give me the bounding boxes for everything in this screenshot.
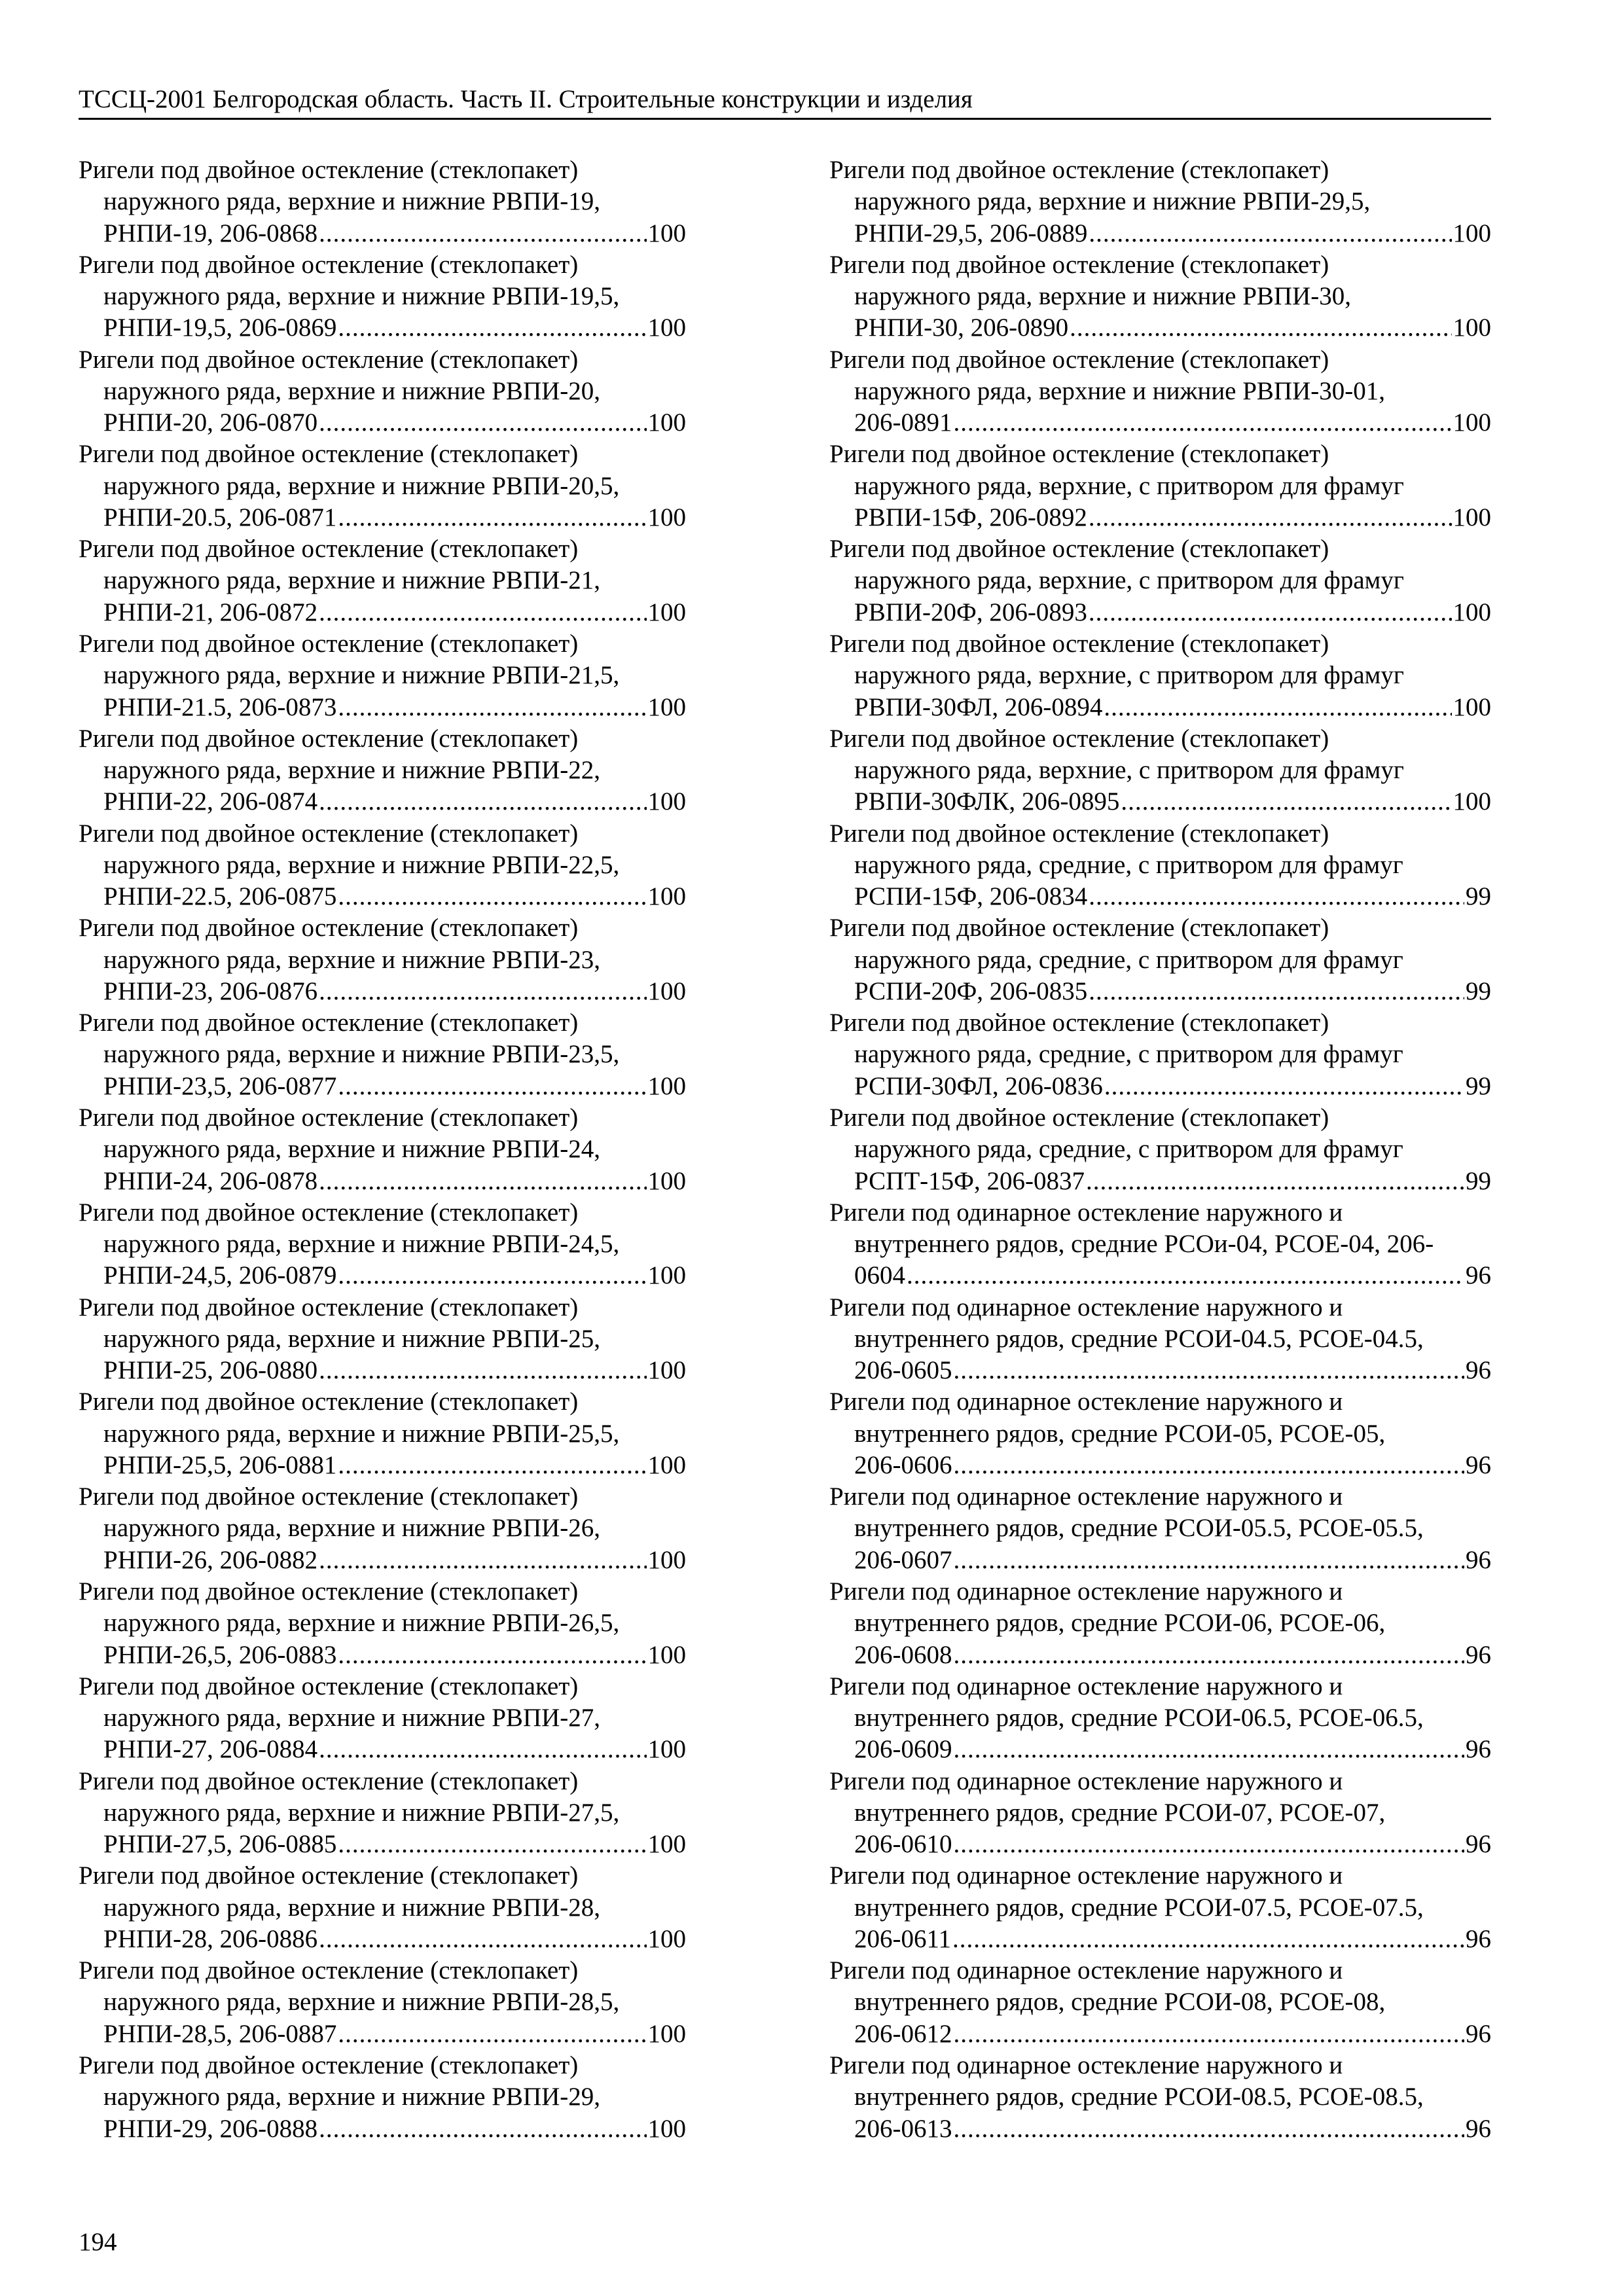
- entry-code-line: [829, 502, 1491, 533]
- entry-code-line: [829, 1924, 1491, 1955]
- entry-code: РНПИ-25,5, 206-0881: [103, 1450, 337, 1479]
- entry-description-line: наружного ряда, верхние и нижние РВПИ-24,: [103, 1135, 601, 1164]
- index-entry: [829, 2050, 1491, 2145]
- entry-page-number: 96: [1466, 1450, 1491, 1479]
- entry-page-number: 100: [647, 408, 686, 437]
- dot-leader: [1089, 976, 1464, 1007]
- entry-code: 206-0607: [854, 1545, 952, 1574]
- index-entry: [79, 2050, 686, 2145]
- entry-code-line: [79, 1545, 686, 1576]
- index-entry: [79, 1386, 686, 1481]
- index-entry: [79, 1197, 686, 1292]
- entry-code: РНПИ-20.5, 206-0871: [103, 503, 337, 531]
- entry-page-number: 99: [1466, 882, 1491, 911]
- index-entry: [79, 439, 686, 533]
- entry-code: РНПИ-28, 206-0886: [103, 1924, 318, 1953]
- index-entry: [829, 1292, 1491, 1387]
- entry-description-line: внутреннего рядов, средние РСОи-04, РСОЕ-04, 206-: [854, 1230, 1434, 1259]
- entry-code-line: [829, 312, 1491, 344]
- dot-leader: [319, 218, 646, 249]
- entry-title-line: Ригели под двойное остекление (стеклопакет): [829, 629, 1329, 658]
- dot-leader: [319, 786, 646, 817]
- entry-page-number: 96: [1466, 1640, 1491, 1669]
- entry-title-line: Ригели под двойное остекление (стеклопакет): [829, 535, 1329, 564]
- entry-title-line: Ригели под двойное остекление (стеклопакет): [79, 1861, 579, 1890]
- entry-description-line: наружного ряда, верхние, с притвором для фрамуг: [854, 471, 1404, 500]
- entry-code: РВПИ-30ФЛ, 206-0894: [854, 692, 1103, 721]
- entry-code: 0604: [854, 1261, 905, 1290]
- entry-code-line: [79, 1071, 686, 1102]
- entry-code: РНПИ-22.5, 206-0875: [103, 882, 337, 911]
- entry-code-line: [829, 1640, 1491, 1671]
- entry-title-line: Ригели под двойное остекление (стеклопакет): [79, 819, 579, 848]
- dot-leader: [319, 976, 646, 1007]
- index-entry: [79, 818, 686, 913]
- entry-description-line: внутреннего рядов, средние РСОИ-08, РСОЕ-08,: [854, 1988, 1386, 2017]
- entry-code-line: [829, 881, 1491, 912]
- index-entry: [79, 1955, 686, 2050]
- entry-code: 206-0609: [854, 1735, 952, 1764]
- index-entry: [79, 628, 686, 723]
- index-entry: [829, 628, 1491, 723]
- index-entry: [79, 533, 686, 628]
- entry-code-line: [829, 976, 1491, 1007]
- entry-title-line: Ригели под двойное остекление (стеклопакет): [79, 1103, 579, 1132]
- entry-title-line: Ригели под одинарное остекление наружного и: [829, 1198, 1343, 1227]
- entry-page-number: 96: [1466, 1830, 1491, 1859]
- entry-description-line: наружного ряда, верхние и нижние РВПИ-23,: [103, 945, 601, 974]
- index-entry: [79, 1860, 686, 1955]
- entry-description-line: наружного ряда, верхние и нижние РВПИ-22,: [103, 756, 601, 785]
- entry-code: РВПИ-20Ф, 206-0893: [854, 598, 1087, 626]
- entry-code: РНПИ-30, 206-0890: [854, 314, 1069, 342]
- entry-code: РНПИ-19, 206-0868: [103, 219, 318, 247]
- dot-leader: [954, 1734, 1465, 1765]
- entry-page-number: 100: [647, 1545, 686, 1574]
- entry-title-line: Ригели под одинарное остекление наружного и: [829, 1767, 1343, 1795]
- entry-code: 206-0612: [854, 2019, 952, 2048]
- dot-leader: [1104, 1071, 1464, 1102]
- entry-code: РНПИ-29,5, 206-0889: [854, 219, 1088, 247]
- entry-page-number: 100: [1453, 408, 1491, 437]
- entry-code-line: [79, 2018, 686, 2050]
- entry-code-line: [829, 218, 1491, 249]
- entry-code: РНПИ-27,5, 206-0885: [103, 1830, 337, 1859]
- entry-page-number: 100: [1453, 787, 1491, 816]
- index-entry: [79, 1766, 686, 1861]
- entry-description-line: наружного ряда, верхние, с притвором для фрамуг: [854, 661, 1404, 690]
- index-entry: [829, 1102, 1491, 1197]
- entry-code-line: [79, 1734, 686, 1765]
- entry-title-line: Ригели под двойное остекление (стеклопакет): [79, 1009, 579, 1037]
- entry-page-number: 96: [1466, 1356, 1491, 1385]
- entry-description-line: наружного ряда, верхние и нижние РВПИ-20,: [103, 376, 601, 405]
- entry-code-line: [829, 1260, 1491, 1291]
- entry-title-line: Ригели под двойное остекление (стеклопакет): [79, 629, 579, 658]
- entry-title-line: Ригели под одинарное остекление наружного и: [829, 1482, 1343, 1511]
- index-entry: [79, 1481, 686, 1576]
- entry-code: 206-0606: [854, 1450, 952, 1479]
- index-entry: [79, 912, 686, 1007]
- entry-code-line: [829, 2018, 1491, 2050]
- entry-title-line: Ригели под двойное остекление (стеклопакет): [829, 345, 1329, 374]
- index-entry: [829, 1576, 1491, 1671]
- entry-title-line: Ригели под двойное остекление (стеклопакет): [79, 1293, 579, 1321]
- entry-title-line: Ригели под одинарное остекление наружного и: [829, 1956, 1343, 1985]
- entry-code-line: [79, 502, 686, 533]
- index-entry: [829, 1481, 1491, 1576]
- entry-description-line: наружного ряда, верхние и нижние РВПИ-30-01,: [854, 376, 1386, 405]
- entry-title-line: Ригели под одинарное остекление наружного и: [829, 1577, 1343, 1605]
- entry-title-line: Ригели под двойное остекление (стеклопакет): [79, 724, 579, 753]
- entry-page-number: 100: [647, 2019, 686, 2048]
- entry-description-line: наружного ряда, верхние и нижние РВПИ-26,5,: [103, 1609, 620, 1638]
- entry-code: 206-0611: [854, 1924, 952, 1953]
- entry-description-line: наружного ряда, верхние и нижние РВПИ-27,: [103, 1704, 601, 1732]
- entry-code: РВПИ-30ФЛК, 206-0895: [854, 787, 1120, 816]
- dot-leader: [954, 2018, 1465, 2050]
- entry-description-line: внутреннего рядов, средние РСОИ-05.5, РСОЕ-05.5,: [854, 1514, 1424, 1543]
- entry-page-number: 100: [647, 1735, 686, 1764]
- entry-code-line: [79, 786, 686, 817]
- entry-page-number: 96: [1466, 1924, 1491, 1953]
- entry-description-line: внутреннего рядов, средние РСОИ-06, РСОЕ-06,: [854, 1609, 1386, 1638]
- entry-code-line: [79, 692, 686, 723]
- dot-leader: [1070, 312, 1451, 344]
- entry-code-line: [79, 976, 686, 1007]
- index-entry: [829, 912, 1491, 1007]
- entry-description-line: наружного ряда, средние, с притвором для фрамуг: [854, 850, 1403, 879]
- entry-page-number: 99: [1466, 1071, 1491, 1100]
- dot-leader: [954, 1829, 1465, 1860]
- dot-leader: [1121, 786, 1451, 817]
- dot-leader: [954, 407, 1452, 439]
- index-entry: [79, 1671, 686, 1766]
- entry-page-number: 100: [647, 1450, 686, 1479]
- entry-code: 206-0608: [854, 1640, 952, 1669]
- dot-leader: [338, 1260, 646, 1291]
- entry-title-line: Ригели под одинарное остекление наружного и: [829, 2051, 1343, 2079]
- entry-page-number: 100: [1453, 598, 1491, 626]
- entry-title-line: Ригели под двойное остекление (стеклопакет): [829, 819, 1329, 848]
- entry-page-number: 100: [647, 787, 686, 816]
- entry-code-line: [829, 1734, 1491, 1765]
- entry-code: РВПИ-15Ф, 206-0892: [854, 503, 1087, 531]
- entry-title-line: Ригели под двойное остекление (стеклопакет): [829, 1009, 1329, 1037]
- index-entry: [79, 723, 686, 818]
- index-entry: [79, 1102, 686, 1197]
- entry-code: РСПТ-15Ф, 206-0837: [854, 1166, 1085, 1195]
- dot-leader: [1089, 502, 1452, 533]
- entry-code: РНПИ-22, 206-0874: [103, 787, 318, 816]
- entry-code-line: [829, 597, 1491, 628]
- entry-description-line: наружного ряда, средние, с притвором для фрамуг: [854, 1135, 1403, 1164]
- entry-code-line: [79, 881, 686, 912]
- index-column-right: [829, 154, 1491, 2145]
- entry-title-line: Ригели под двойное остекление (стеклопакет): [79, 914, 579, 942]
- entry-code: РСПИ-30ФЛ, 206-0836: [854, 1071, 1103, 1100]
- entry-title-line: Ригели под двойное остекление (стеклопакет): [79, 2051, 579, 2079]
- index-entry: [829, 154, 1491, 249]
- entry-code: РНПИ-26,5, 206-0883: [103, 1640, 337, 1669]
- entry-page-number: 100: [647, 1640, 686, 1669]
- entry-title-line: Ригели под двойное остекление (стеклопакет): [79, 345, 579, 374]
- entry-code: РНПИ-21.5, 206-0873: [103, 692, 337, 721]
- dot-leader: [954, 1545, 1465, 1576]
- index-column-left: [79, 154, 686, 2145]
- page-header-title: ТССЦ-2001 Белгородская область. Часть II. Строительные конструкции и изделия: [79, 85, 973, 113]
- entry-code: РНПИ-29, 206-0888: [103, 2114, 318, 2143]
- entry-code: РНПИ-28,5, 206-0887: [103, 2019, 337, 2048]
- page-number: 194: [79, 2228, 117, 2256]
- dot-leader: [338, 312, 646, 344]
- index-entry: [79, 1576, 686, 1671]
- entry-page-number: 96: [1466, 1735, 1491, 1764]
- entry-description-line: наружного ряда, верхние и нижние РВПИ-30,: [854, 282, 1352, 311]
- entry-code-line: [829, 1166, 1491, 1197]
- dot-leader: [1089, 597, 1452, 628]
- entry-code-line: [79, 1924, 686, 1955]
- entry-code-line: [79, 312, 686, 344]
- entry-description-line: наружного ряда, верхние, с притвором для фрамуг: [854, 566, 1404, 595]
- entry-code: РНПИ-23,5, 206-0877: [103, 1071, 337, 1100]
- entry-code: РНПИ-24, 206-0878: [103, 1166, 318, 1195]
- entry-page-number: 100: [647, 1356, 686, 1385]
- entry-code-line: [79, 1166, 686, 1197]
- entry-description-line: наружного ряда, верхние и нижние РВПИ-29,5,: [854, 187, 1371, 216]
- dot-leader: [1089, 881, 1464, 912]
- entry-code: РНПИ-26, 206-0882: [103, 1545, 318, 1574]
- entry-description-line: наружного ряда, верхние и нижние РВПИ-25,5,: [103, 1419, 620, 1448]
- entry-code: РНПИ-20, 206-0870: [103, 408, 318, 437]
- entry-description-line: внутреннего рядов, средние РСОИ-06.5, РСОЕ-06.5,: [854, 1704, 1424, 1732]
- entry-code-line: [829, 1071, 1491, 1102]
- entry-page-number: 100: [647, 503, 686, 531]
- entry-code-line: [829, 786, 1491, 817]
- entry-title-line: Ригели под двойное остекление (стеклопакет): [79, 535, 579, 564]
- index-entry: [829, 1860, 1491, 1955]
- dot-leader: [319, 1734, 646, 1765]
- entry-code-line: [829, 2113, 1491, 2145]
- entry-page-number: 96: [1466, 1261, 1491, 1290]
- index-entry: [79, 154, 686, 249]
- dot-leader: [319, 1924, 646, 1955]
- entry-title-line: Ригели под одинарное остекление наружного и: [829, 1672, 1343, 1700]
- entry-page-number: 100: [647, 882, 686, 911]
- index-entry: [829, 439, 1491, 533]
- entry-description-line: наружного ряда, верхние и нижние РВПИ-21,: [103, 566, 601, 595]
- entry-page-number: 100: [647, 598, 686, 626]
- dot-leader: [338, 881, 646, 912]
- entry-code-line: [829, 1545, 1491, 1576]
- entry-code-line: [79, 597, 686, 628]
- entry-page-number: 100: [647, 1924, 686, 1953]
- entry-description-line: наружного ряда, верхние и нижние РВПИ-27,5,: [103, 1798, 620, 1827]
- entry-title-line: Ригели под двойное остекление (стеклопакет): [79, 1198, 579, 1227]
- entry-code-line: [829, 1829, 1491, 1860]
- entry-title-line: Ригели под двойное остекление (стеклопакет): [79, 440, 579, 469]
- entry-description-line: наружного ряда, верхние и нижние РВПИ-20,5,: [103, 471, 620, 500]
- entry-code-line: [829, 692, 1491, 723]
- entry-code: РНПИ-27, 206-0884: [103, 1735, 318, 1764]
- entry-page-number: 100: [647, 1261, 686, 1290]
- index-entry: [829, 344, 1491, 439]
- index-entry: [79, 1292, 686, 1387]
- dot-leader: [954, 1450, 1465, 1481]
- dot-leader: [319, 597, 646, 628]
- entry-page-number: 100: [647, 2114, 686, 2143]
- entry-title-line: Ригели под двойное остекление (стеклопакет): [829, 724, 1329, 753]
- dot-leader: [338, 502, 646, 533]
- entry-code-line: [79, 1450, 686, 1481]
- entry-code: 206-0610: [854, 1830, 952, 1859]
- entry-code-line: [79, 218, 686, 249]
- entry-description-line: внутреннего рядов, средние РСОИ-07, РСОЕ-07,: [854, 1798, 1386, 1827]
- entry-code: 206-0613: [854, 2114, 952, 2143]
- dot-leader: [338, 2018, 646, 2050]
- entry-page-number: 100: [647, 1071, 686, 1100]
- entry-code-line: [829, 1355, 1491, 1386]
- entry-title-line: Ригели под двойное остекление (стеклопакет): [79, 250, 579, 279]
- index-entry: [829, 818, 1491, 913]
- entry-description-line: наружного ряда, верхние и нижние РВПИ-24,5,: [103, 1230, 620, 1259]
- dot-leader: [1104, 692, 1451, 723]
- entry-title-line: Ригели под двойное остекление (стеклопакет): [79, 1956, 579, 1985]
- dot-leader: [338, 692, 646, 723]
- index-entry: [829, 1955, 1491, 2050]
- entry-title-line: Ригели под одинарное остекление наружного и: [829, 1293, 1343, 1321]
- entry-description-line: наружного ряда, верхние и нижние РВПИ-22,5,: [103, 850, 620, 879]
- entry-page-number: 96: [1466, 2019, 1491, 2048]
- entry-description-line: наружного ряда, верхние и нижние РВПИ-19,5,: [103, 282, 620, 311]
- dot-leader: [954, 2113, 1465, 2145]
- entry-title-line: Ригели под двойное остекление (стеклопакет): [79, 1482, 579, 1511]
- entry-code-line: [829, 407, 1491, 439]
- index-entry: [829, 1007, 1491, 1102]
- dot-leader: [907, 1260, 1464, 1291]
- index-entry: [829, 533, 1491, 628]
- entry-title-line: Ригели под одинарное остекление наружного и: [829, 1861, 1343, 1890]
- entry-page-number: 100: [647, 977, 686, 1005]
- entry-code: РНПИ-21, 206-0872: [103, 598, 318, 626]
- dot-leader: [319, 1545, 646, 1576]
- entry-code-line: [79, 1355, 686, 1386]
- entry-description-line: внутреннего рядов, средние РСОИ-05, РСОЕ-05,: [854, 1419, 1386, 1448]
- index-entry: [829, 249, 1491, 344]
- entry-description-line: наружного ряда, средние, с притвором для фрамуг: [854, 1040, 1403, 1069]
- dot-leader: [319, 1355, 646, 1386]
- entry-code: РНПИ-19,5, 206-0869: [103, 314, 337, 342]
- entry-title-line: Ригели под двойное остекление (стеклопакет): [79, 1388, 579, 1416]
- entry-page-number: 100: [1453, 503, 1491, 531]
- entry-page-number: 100: [647, 692, 686, 721]
- dot-leader: [338, 1450, 646, 1481]
- entry-code: РСПИ-15Ф, 206-0834: [854, 882, 1088, 911]
- entry-code: РНПИ-24,5, 206-0879: [103, 1261, 337, 1290]
- entry-page-number: 100: [647, 314, 686, 342]
- entry-page-number: 100: [647, 1830, 686, 1859]
- entry-code: 206-0605: [854, 1356, 952, 1385]
- entry-page-number: 100: [1453, 314, 1491, 342]
- entry-description-line: наружного ряда, верхние и нижние РВПИ-26,: [103, 1514, 601, 1543]
- dot-leader: [954, 1640, 1465, 1671]
- entry-code-line: [79, 1260, 686, 1291]
- entry-page-number: 96: [1466, 2114, 1491, 2143]
- entry-code-line: [79, 1640, 686, 1671]
- entry-title-line: Ригели под двойное остекление (стеклопакет): [829, 250, 1329, 279]
- entry-code: РНПИ-23, 206-0876: [103, 977, 318, 1005]
- index-entry: [829, 1766, 1491, 1861]
- entry-code-line: [829, 1450, 1491, 1481]
- entry-code: РНПИ-25, 206-0880: [103, 1356, 318, 1385]
- dot-leader: [319, 407, 646, 439]
- index-entry: [829, 1197, 1491, 1292]
- index-entry: [79, 344, 686, 439]
- entry-title-line: Ригели под двойное остекление (стеклопакет): [79, 1767, 579, 1795]
- header-rule: [79, 118, 1491, 120]
- dot-leader: [338, 1071, 646, 1102]
- entry-title-line: Ригели под двойное остекление (стеклопакет): [79, 156, 579, 184]
- entry-description-line: наружного ряда, верхние и нижние РВПИ-21,5,: [103, 661, 620, 690]
- entry-title-line: Ригели под двойное остекление (стеклопакет): [829, 914, 1329, 942]
- dot-leader: [338, 1640, 646, 1671]
- entry-description-line: наружного ряда, верхние, с притвором для фрамуг: [854, 756, 1404, 785]
- entry-description-line: наружного ряда, верхние и нижние РВПИ-28,: [103, 1893, 601, 1922]
- dot-leader: [952, 1924, 1464, 1955]
- index-entry: [829, 1386, 1491, 1481]
- dot-leader: [338, 1829, 646, 1860]
- entry-code-line: [79, 407, 686, 439]
- entry-code-line: [79, 2113, 686, 2145]
- entry-title-line: Ригели под одинарное остекление наружного и: [829, 1388, 1343, 1416]
- index-entry: [829, 723, 1491, 818]
- entry-page-number: 99: [1466, 1166, 1491, 1195]
- dot-leader: [1086, 1166, 1464, 1197]
- entry-title-line: Ригели под двойное остекление (стеклопакет): [829, 156, 1329, 184]
- entry-description-line: внутреннего рядов, средние РСОИ-04.5, РСОЕ-04.5,: [854, 1324, 1424, 1353]
- entry-page-number: 100: [647, 219, 686, 247]
- entry-page-number: 100: [1453, 219, 1491, 247]
- entry-page-number: 100: [1453, 692, 1491, 721]
- entry-description-line: наружного ряда, средние, с притвором для фрамуг: [854, 945, 1403, 974]
- dot-leader: [319, 1166, 646, 1197]
- entry-page-number: 96: [1466, 1545, 1491, 1574]
- dot-leader: [319, 2113, 646, 2145]
- entry-description-line: наружного ряда, верхние и нижние РВПИ-23,5,: [103, 1040, 620, 1069]
- entry-description-line: внутреннего рядов, средние РСОИ-07.5, РСОЕ-07.5,: [854, 1893, 1424, 1922]
- entry-description-line: внутреннего рядов, средние РСОИ-08.5, РСОЕ-08.5,: [854, 2083, 1424, 2111]
- entry-code: РСПИ-20Ф, 206-0835: [854, 977, 1088, 1005]
- entry-description-line: наружного ряда, верхние и нижние РВПИ-19,: [103, 187, 601, 216]
- entry-description-line: наружного ряда, верхние и нижние РВПИ-25,: [103, 1324, 601, 1353]
- dot-leader: [1089, 218, 1451, 249]
- dot-leader: [954, 1355, 1465, 1386]
- entry-title-line: Ригели под двойное остекление (стеклопакет): [79, 1672, 579, 1700]
- entry-description-line: наружного ряда, верхние и нижние РВПИ-29,: [103, 2083, 601, 2111]
- entry-description-line: наружного ряда, верхние и нижние РВПИ-28,5,: [103, 1988, 620, 2017]
- index-entry: [79, 1007, 686, 1102]
- entry-page-number: 99: [1466, 977, 1491, 1005]
- entry-title-line: Ригели под двойное остекление (стеклопакет): [829, 1103, 1329, 1132]
- entry-title-line: Ригели под двойное остекление (стеклопакет): [829, 440, 1329, 469]
- entry-code-line: [79, 1829, 686, 1860]
- entry-code: 206-0891: [854, 408, 952, 437]
- entry-title-line: Ригели под двойное остекление (стеклопакет): [79, 1577, 579, 1605]
- index-entry: [79, 249, 686, 344]
- index-entry: [829, 1671, 1491, 1766]
- entry-page-number: 100: [647, 1166, 686, 1195]
